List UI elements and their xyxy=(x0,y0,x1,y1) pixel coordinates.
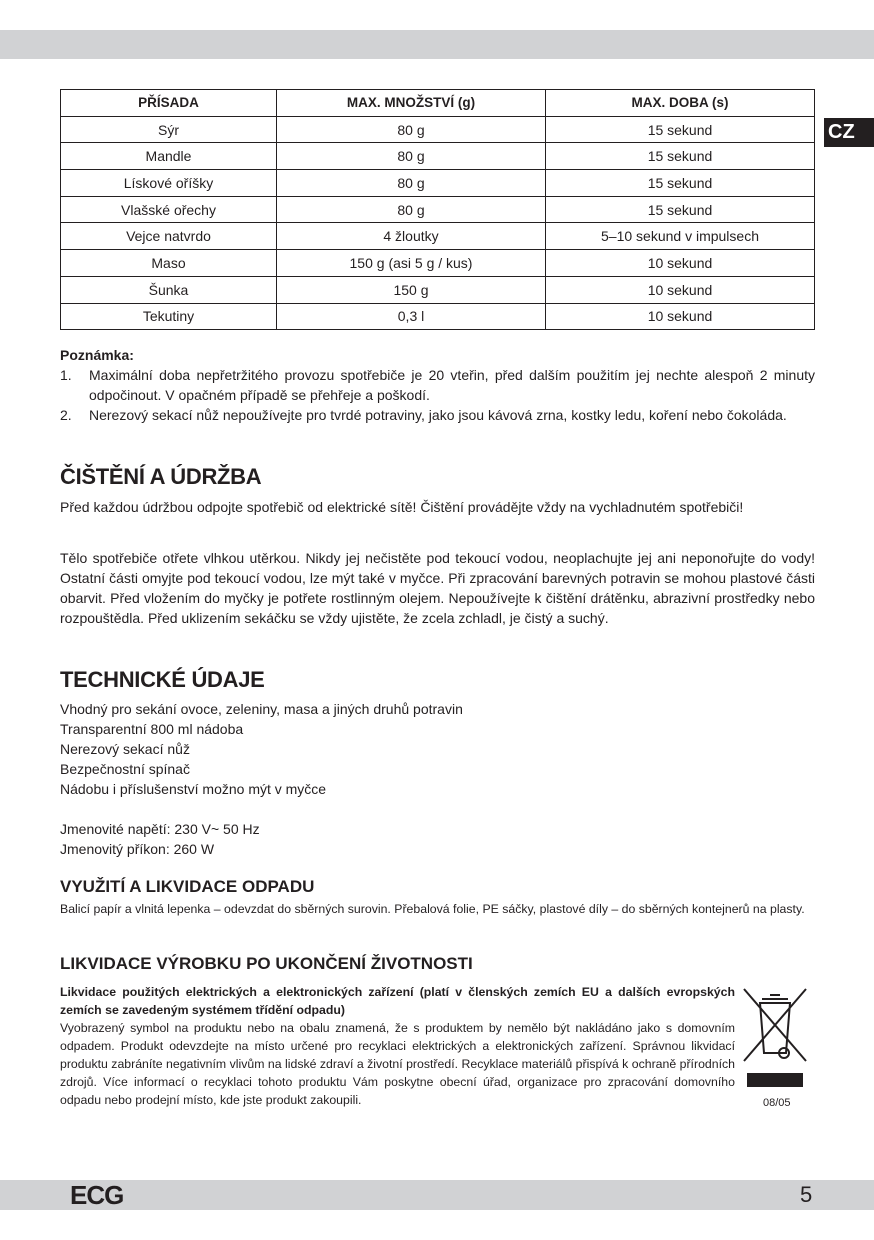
note-number: 2. xyxy=(60,407,72,423)
table-cell: Maso xyxy=(61,250,277,277)
table-row xyxy=(61,196,815,223)
table-cell: 80 g xyxy=(277,116,546,143)
table-cell: 10 sekund xyxy=(546,276,815,303)
table-cell: 4 žloutky xyxy=(277,223,546,250)
table-cell: Vejce natvrdo xyxy=(61,223,277,250)
rated-power: Jmenovitý příkon: 260 W xyxy=(60,841,215,857)
tech-line: Nerezový sekací nůž xyxy=(60,741,190,757)
column-header: PŘÍSADA xyxy=(61,90,277,117)
tech-line: Transparentní 800 ml nádoba xyxy=(60,721,244,737)
symbol-code: 08/05 xyxy=(763,1097,791,1109)
column-header: MAX. MNOŽSTVÍ (g) xyxy=(277,90,546,117)
table-row xyxy=(61,116,815,143)
table-row xyxy=(61,250,815,277)
disposal-text: Vyobrazený symbol na produktu nebo na obalu znamená, že s produktem by nemělo být nakládáno jako s domovním odpadem. Produkt odevzdejte na místo určené pro recyklaci elektrických a elektronických zařízení. Správnou likvidací produktu zabráníte negativním vlivům na lidské zdraví a životní prostředí. Recyklace materiálů přispívá k ochraně přírodních zdrojů. Více informací o recyklaci tohoto produktu Vám poskytne obecní úřad, organizace pro zpracování domovního odpadu nebo prodejní místo, kde jste produkt zakoupili. xyxy=(60,1021,735,1107)
cleaning-heading: ČIŠTĚNÍ A ÚDRŽBA xyxy=(60,464,262,489)
table-cell: Šunka xyxy=(61,276,277,303)
table-cell: 15 sekund xyxy=(546,170,815,197)
disposal-bold: Likvidace použitých elektrických a elektronických zařízení (platí v členských zemích EU a dalších evropských zemích se zavedeným systémem třídění odpadu) xyxy=(60,985,735,1017)
note-text: Nerezový sekací nůž nepoužívejte pro tvrdé potraviny, jako jsou kávová zrna, kostky ledu, koření nebo čokoláda. xyxy=(89,407,787,423)
table-cell: 80 g xyxy=(277,170,546,197)
table-cell: 15 sekund xyxy=(546,143,815,170)
note-number: 1. xyxy=(60,367,72,383)
table-cell: 10 sekund xyxy=(546,250,815,277)
header-bar xyxy=(0,30,874,59)
table-cell: Lískové oříšky xyxy=(61,170,277,197)
notes-label: Poznámka: xyxy=(60,347,134,363)
table-cell: Vlašské ořechy xyxy=(61,196,277,223)
table-cell: 80 g xyxy=(277,196,546,223)
table-cell: 0,3 l xyxy=(277,303,546,330)
table-cell: Sýr xyxy=(61,116,277,143)
table-cell: 5–10 sekund v impulsech xyxy=(546,223,815,250)
note-item xyxy=(60,365,815,405)
table-cell: Mandle xyxy=(61,143,277,170)
tech-heading: TECHNICKÉ ÚDAJE xyxy=(60,667,265,692)
table-cell: 80 g xyxy=(277,143,546,170)
table-cell: 15 sekund xyxy=(546,196,815,223)
table-cell: 15 sekund xyxy=(546,116,815,143)
rated-voltage: Jmenovité napětí: 230 V~ 50 Hz xyxy=(60,821,260,837)
note-item xyxy=(60,405,815,425)
waste-heading: VYUŽITÍ A LIKVIDACE ODPADU xyxy=(60,877,315,896)
language-tab: CZ xyxy=(824,118,874,147)
table-row xyxy=(61,276,815,303)
disposal-body xyxy=(60,983,735,1109)
footer-bar xyxy=(0,1180,874,1210)
table-row xyxy=(61,223,815,250)
note-text: Maximální doba nepřetržitého provozu spotřebiče je 20 vteřin, před dalším použitím jej nechte alespoň 2 minuty odpočinout. V opačném případě se přehřeje a poškodí. xyxy=(89,367,815,403)
tech-line: Vhodný pro sekání ovoce, zeleniny, masa a jiných druhů potravin xyxy=(60,701,463,717)
table-header-row xyxy=(61,90,815,117)
cleaning-paragraph-2: Tělo spotřebiče otřete vlhkou utěrkou. Nikdy jej nečistěte pod tekoucí vodou, neoplachujte jej ani neponořujte do vody! Ostatní části omyjte pod tekoucí vodou, lze mýt také v myčce. Při zpracování barevných potravin se mohou plastové části obarvit. Před vložením do myčky je potřete rostlinným olejem. Nepoužívejte k čištění drátěnku, abrazivní prostředky nebo rozpouštědla. Před uklizením sekáčku se vždy ujistěte, že zcela zchladl, je čistý a suchý. xyxy=(60,550,815,626)
table-cell: Tekutiny xyxy=(61,303,277,330)
waste-text: Balicí papír a vlnitá lepenka – odevzdat do sběrných surovin. Přebalová folie, PE sáčky, plastové díly – do sběrných kontejnerů na plasty. xyxy=(60,902,805,916)
table-cell: 10 sekund xyxy=(546,303,815,330)
ecg-logo: ECG xyxy=(70,1180,124,1210)
ingredients-table xyxy=(60,89,815,330)
tech-list xyxy=(60,699,815,859)
disposal-heading: LIKVIDACE VÝROBKU PO UKONČENÍ ŽIVOTNOSTI xyxy=(60,954,473,973)
page-number: 5 xyxy=(800,1182,813,1207)
table-row xyxy=(61,303,815,330)
table-row xyxy=(61,170,815,197)
table-cell: 150 g xyxy=(277,276,546,303)
tech-line: Bezpečnostní spínač xyxy=(60,761,190,777)
notes xyxy=(60,345,815,425)
cleaning-paragraph-1: Před každou údržbou odpojte spotřebič od elektrické sítě! Čištění provádějte vždy na vychladnutém spotřebiči! xyxy=(60,499,744,515)
column-header: MAX. DOBA (s) xyxy=(546,90,815,117)
table-cell: 150 g (asi 5 g / kus) xyxy=(277,250,546,277)
weee-bin-icon xyxy=(740,985,810,1095)
tech-line: Nádobu i příslušenství možno mýt v myčce xyxy=(60,781,327,797)
table-row xyxy=(61,143,815,170)
